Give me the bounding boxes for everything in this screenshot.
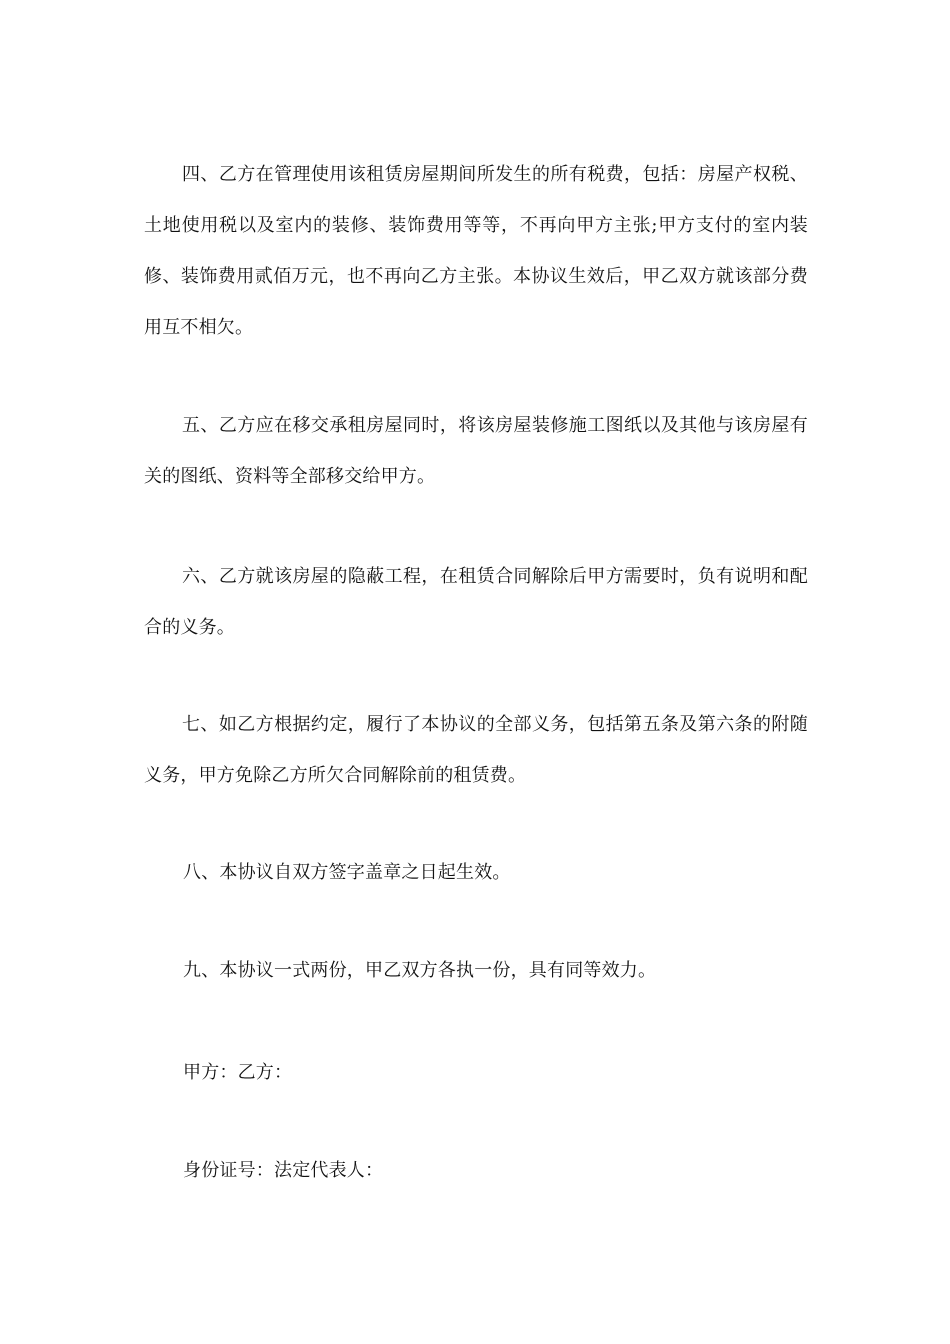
clause-9: 九、本协议一式两份，甲乙双方各执一份，具有同等效力。: [183, 960, 657, 981]
clause-7: 七、如乙方根据约定，履行了本协议的全部义务，包括第五条及第六条的附随义务，甲方免除乙方所欠合同解除前的租赁费。: [144, 714, 808, 786]
clause-5: 五、乙方应在移交承租房屋同时，将该房屋装修施工图纸以及其他与该房屋有关的图纸、资料等全部移交给甲方。: [144, 415, 808, 487]
signature-parties: 甲方：乙方：: [183, 1062, 293, 1083]
clause-6: 六、乙方就该房屋的隐蔽工程，在租赁合同解除后甲方需要时，负有说明和配合的义务。: [144, 566, 808, 638]
clause-4: 四、乙方在管理使用该租赁房屋期间所发生的所有税费，包括：房屋产权税、土地使用税以及室内的装修、装饰费用等等，不再向甲方主张;甲方支付的室内装修、装饰费用贰佰万元，也不再向乙方主张。本协议生效后，甲乙双方就该部分费用互不相欠。: [144, 164, 808, 338]
clause-8: 八、本协议自双方签字盖章之日起生效。: [183, 862, 511, 883]
signature-id-line: 身份证号：法定代表人：: [183, 1160, 384, 1181]
